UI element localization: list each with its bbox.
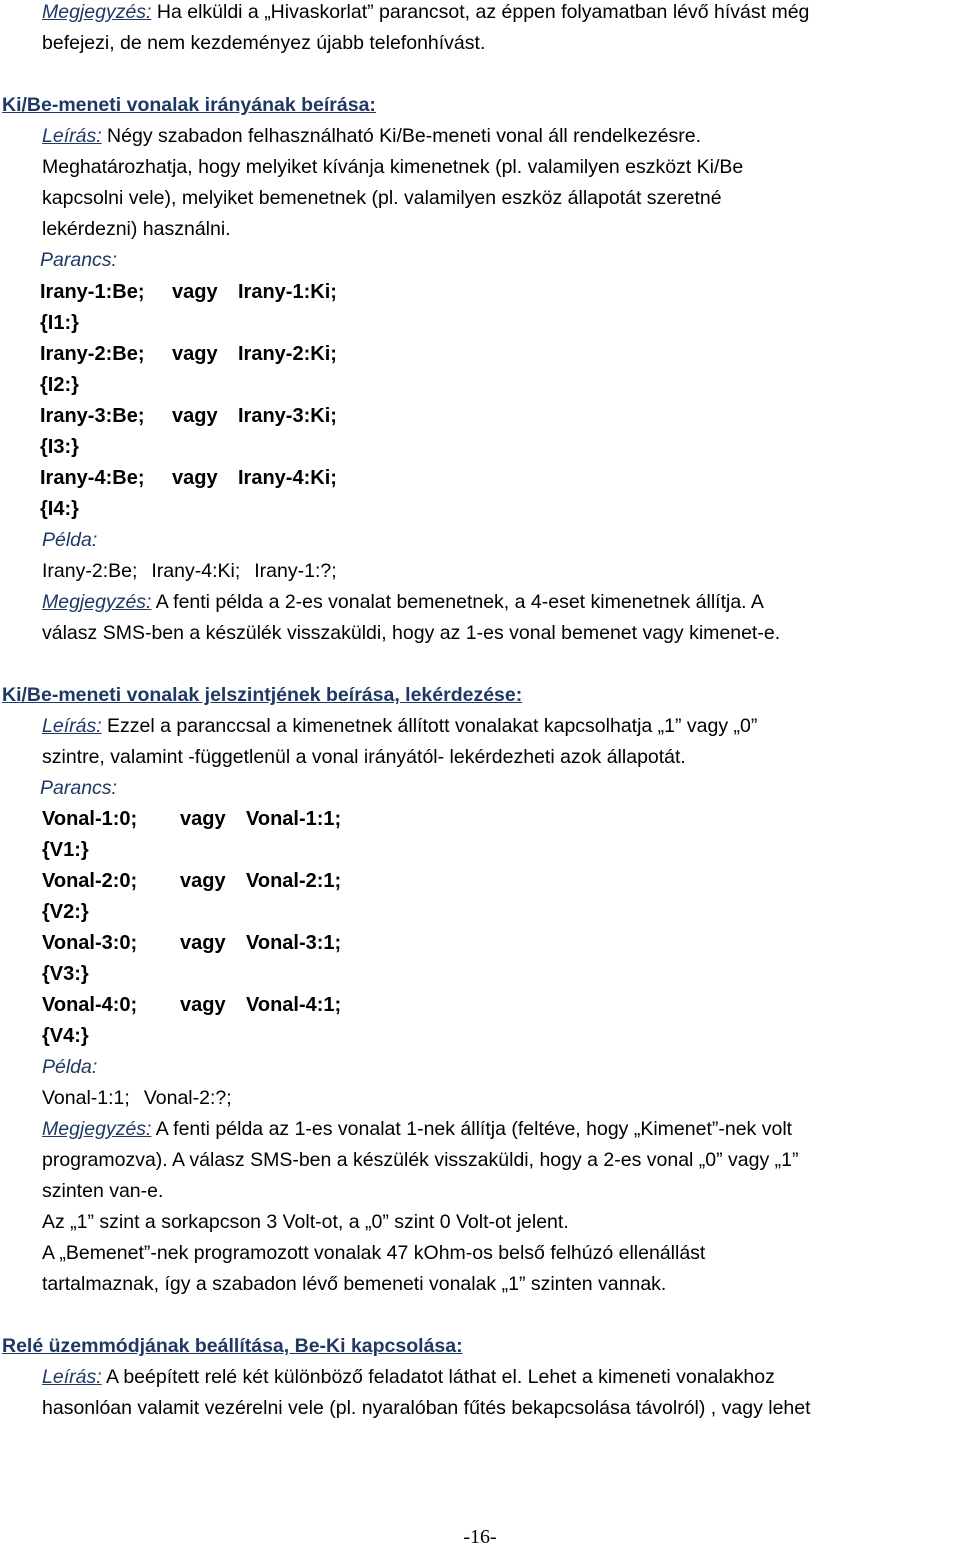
note-text: befejezi, de nem kezdeményez újabb telefonhívást.	[42, 32, 486, 54]
description-text: Négy szabadon felhasználható Ki/Be-meneti vonal áll rendelkezésre.	[101, 125, 702, 147]
command-off: Vonal-2:0;	[42, 870, 138, 892]
command-or: vagy	[180, 932, 226, 954]
command-row	[42, 929, 341, 957]
description-text: Ezzel a paranccsal a kimenetnek állított vonalakat kapcsolhatja „1” vagy „0”	[101, 715, 758, 737]
command-reply: {I1:}	[40, 312, 79, 334]
note-label: Megjegyzés:	[42, 591, 152, 613]
note-text: tartalmaznak, így a szabadon lévő bemeneti vonalak „1” szinten vannak.	[42, 1273, 667, 1295]
note-text: A fenti példa a 2-es vonalat bemenetnek, a 4-eset kimenetnek állítja. A	[151, 591, 764, 613]
command-on: Vonal-1:1;	[246, 808, 342, 830]
command-or: vagy	[172, 343, 218, 365]
note-label: Megjegyzés:	[42, 1, 152, 23]
section-heading: Relé üzemmódjának beállítása, Be-Ki kapcsolása:	[2, 1335, 463, 1357]
command-row	[40, 402, 337, 430]
example-label-text: Példa:	[42, 529, 98, 551]
command-row	[42, 991, 341, 1019]
command-out: Irany-4:Ki;	[238, 467, 337, 489]
example-line	[42, 557, 351, 585]
command-reply: {I3:}	[40, 436, 79, 458]
command-or: vagy	[180, 994, 226, 1016]
note-text: A „Bemenet”-nek programozott vonalak 47 kOhm-os belső felhúzó ellenállást	[42, 1242, 706, 1264]
commands-label-text: Parancs:	[40, 777, 117, 799]
command-row	[40, 464, 337, 492]
command-reply: {V2:}	[42, 901, 89, 923]
note-label: Megjegyzés:	[42, 1118, 152, 1140]
note-text: A fenti példa az 1-es vonalat 1-nek állítja (feltéve, hogy „Kimenet”-nek volt	[151, 1118, 793, 1140]
command-in: Irany-3:Be;	[40, 405, 145, 427]
note-text: Az „1” szint a sorkapcson 3 Volt-ot, a „0” szint 0 Volt-ot jelent.	[42, 1211, 569, 1233]
commands-label	[40, 774, 117, 802]
command-or: vagy	[180, 870, 226, 892]
command-or: vagy	[172, 467, 218, 489]
command-on: Vonal-2:1;	[246, 870, 342, 892]
description-text: szintre, valamint -függetlenül a vonal irányától- lekérdezheti azok állapotát.	[42, 746, 686, 768]
description-label: Leírás:	[42, 125, 102, 147]
example-line	[42, 1084, 246, 1112]
example-command: Irany-1:?;	[254, 560, 337, 582]
example-command: Irany-4:Ki;	[151, 560, 241, 582]
description-line	[42, 712, 757, 740]
command-off: Vonal-3:0;	[42, 932, 138, 954]
note-line	[42, 1115, 792, 1143]
description-text: lekérdezni) használni.	[42, 218, 231, 240]
description-text: kapcsolni vele), melyiket bemenetnek (pl. valamilyen eszköz állapotát szeretné	[42, 187, 722, 209]
section-heading: Ki/Be-meneti vonalak irányának beírása:	[2, 94, 376, 116]
section-heading: Ki/Be-meneti vonalak jelszintjének beírása, lekérdezése:	[2, 684, 523, 706]
example-command: Vonal-1:1;	[42, 1087, 130, 1109]
command-row	[40, 278, 337, 306]
command-reply: {I2:}	[40, 374, 79, 396]
example-command: Vonal-2:?;	[143, 1087, 232, 1109]
command-reply: {V3:}	[42, 963, 89, 985]
example-label	[42, 526, 97, 554]
command-out: Irany-1:Ki;	[238, 281, 337, 303]
command-out: Irany-3:Ki;	[238, 405, 337, 427]
command-row	[42, 805, 341, 833]
note-line	[42, 0, 809, 26]
command-in: Irany-1:Be;	[40, 281, 145, 303]
example-label	[42, 1053, 97, 1081]
note-text: válasz SMS-ben a készülék visszaküldi, hogy az 1-es vonal bemenet vagy kimenet-e.	[42, 622, 781, 644]
page-number: -16-	[463, 1526, 497, 1548]
note-text: szinten van-e.	[42, 1180, 164, 1202]
command-in: Irany-2:Be;	[40, 343, 145, 365]
description-label: Leírás:	[42, 1366, 102, 1388]
command-on: Vonal-3:1;	[246, 932, 342, 954]
example-command: Irany-2:Be;	[42, 560, 138, 582]
command-reply: {V1:}	[42, 839, 89, 861]
note-text: Ha elküldi a „Hivaskorlat” parancsot, az éppen folyamatban lévő hívást még	[151, 1, 810, 23]
command-off: Vonal-1:0;	[42, 808, 138, 830]
command-reply: {I4:}	[40, 498, 79, 520]
command-or: vagy	[172, 281, 218, 303]
description-text: A beépített relé két különböző feladatot láthat el. Lehet a kimeneti vonalakhoz	[101, 1366, 775, 1388]
description-line	[42, 122, 701, 150]
command-row	[40, 340, 337, 368]
commands-label	[40, 246, 117, 274]
command-reply: {V4:}	[42, 1025, 89, 1047]
note-line	[42, 588, 764, 616]
command-off: Vonal-4:0;	[42, 994, 138, 1016]
command-on: Vonal-4:1;	[246, 994, 342, 1016]
command-out: Irany-2:Ki;	[238, 343, 337, 365]
description-line	[42, 1363, 775, 1391]
description-text: Meghatározhatja, hogy melyiket kívánja kimenetnek (pl. valamilyen eszközt Ki/Be	[42, 156, 744, 178]
command-in: Irany-4:Be;	[40, 467, 145, 489]
description-label: Leírás:	[42, 715, 102, 737]
note-text: programozva). A válasz SMS-ben a készülék visszaküldi, hogy a 2-es vonal „0” vagy „1”	[42, 1149, 799, 1171]
command-or: vagy	[180, 808, 226, 830]
description-text: hasonlóan valamit vezérelni vele (pl. nyaralóban fűtés bekapcsolása távolról) , vagy lehet	[42, 1397, 811, 1419]
example-label-text: Példa:	[42, 1056, 98, 1078]
command-row	[42, 867, 341, 895]
commands-label-text: Parancs:	[40, 249, 117, 271]
command-or: vagy	[172, 405, 218, 427]
